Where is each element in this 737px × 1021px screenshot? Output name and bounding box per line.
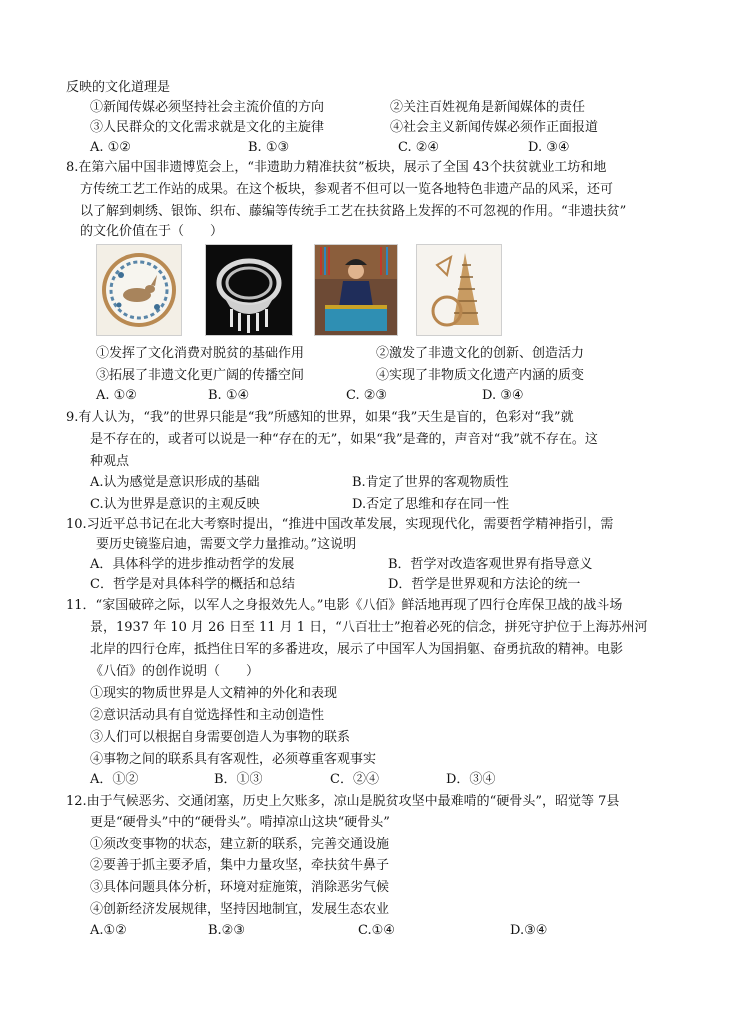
q8-stem-line-4: 的文化价值在于（ ） [80, 224, 224, 239]
q11-choice-a: A．①② [90, 772, 139, 787]
q10-stem-line-2: 要历史镜鉴启迪，需要文学力量推动。”这说明 [96, 537, 357, 552]
q9-choice-c: C.认为世界是意识的主观反映 [90, 497, 260, 512]
q11-option-3: ③人们可以根据自身需要创造人为事物的联系 [90, 730, 351, 745]
q9-choice-d: D.否定了思维和存在同一性 [352, 497, 510, 512]
q11-option-4: ④事物之间的联系具有客观性，必须尊重客观事实 [90, 752, 377, 767]
q7-option-1: ①新闻传媒必须坚持社会主流价值的方向 [90, 100, 325, 115]
q11-choice-b: B．①③ [214, 772, 263, 787]
q7-stem-tail: 反映的文化道理是 [66, 80, 171, 95]
q7-option-3: ③人民群众的文化需求就是文化的主旋律 [90, 120, 325, 135]
q8-choice-d: D. ③④ [482, 388, 524, 403]
q10-choice-c: C．哲学是对具体科学的概括和总结 [90, 577, 295, 592]
q8-choice-a: A. ①② [96, 388, 137, 403]
q10-stem-line-1: 10.习近平总书记在北大考察时提出，“推进中国改革发展，实现现代化，需要哲学精神指引，需 [66, 517, 614, 532]
q8-option-4: ④实现了非物质文化遗产内涵的质变 [376, 368, 585, 383]
q11-stem-line-1: 11．“家国破碎之际，以军人之身报效先人。”电影《八佰》鲜活地再现了四行仓库保卫战的战斗场 [66, 598, 623, 613]
q7-choice-a: A. ①② [90, 140, 131, 155]
q11-option-1: ①现实的物质世界是人文精神的外化和表现 [90, 686, 338, 701]
q12-choice-c: C.①④ [358, 923, 395, 938]
q12-stem-line-1: 12.由于气候恶劣、交通闭塞，历史上欠账多，凉山是脱贫攻坚中最难啃的“硬骨头”，昭觉等 7县 [66, 794, 620, 809]
q7-choice-c: C. ②④ [398, 140, 440, 155]
silver-necklace-image [205, 244, 293, 336]
q12-option-4: ④创新经济发展规律，坚持因地制宜，发展生态农业 [90, 902, 390, 917]
q8-stem-line-3: 以了解到刺绣、银饰、织布、藤编等传统手工艺在扶贫路上发挥的不可忽视的作用。“非遗扶贫” [80, 204, 627, 219]
q12-choice-a: A.①② [90, 923, 127, 938]
q8-option-2: ②激发了非遗文化的创新、创造活力 [376, 346, 585, 361]
q11-choice-c: C．②④ [330, 772, 379, 787]
q11-option-2: ②意识活动具有自觉选择性和主动创造性 [90, 708, 325, 723]
q9-stem-line-3: 种观点 [90, 454, 130, 469]
q8-choice-c: C. ②③ [346, 388, 388, 403]
q9-stem-line-2: 是不存在的，或者可以说是一种“存在的无”，如果“我”是聋的，声音对“我”就不存在。这 [90, 432, 598, 447]
q8-option-3: ③拓展了非遗文化更广阔的传播空间 [96, 368, 305, 383]
q8-option-1: ①发挥了文化消费对脱贫的基础作用 [96, 346, 305, 361]
q10-choice-d: D．哲学是世界观和方法论的统一 [388, 577, 581, 592]
q10-choice-b: B．哲学对改造客观世界有指导意义 [388, 557, 593, 572]
q11-stem-line-3: 北岸的四行仓库，抵挡住日军的多番进攻，展示了中国军人为国捐躯、奋勇抗敌的精神。电影 [90, 642, 624, 657]
q7-option-2: ②关注百姓视角是新闻媒体的责任 [390, 100, 586, 115]
q10-choice-a: A．具体科学的进步推动哲学的发展 [90, 557, 295, 572]
q11-stem-line-4: 《八佰》的创作说明（ ） [90, 664, 260, 679]
q9-choice-a: A.认为感觉是意识形成的基础 [90, 475, 260, 490]
rattan-weaving-image [416, 244, 502, 336]
q12-choice-d: D.③④ [510, 923, 548, 938]
q9-stem-line-1: 9.有人认为，“我”的世界只能是“我”所感知的世界，如果“我”天生是盲的，色彩对“我”就 [66, 410, 574, 425]
q9-choice-b: B.肯定了世界的客观物质性 [352, 475, 509, 490]
q7-choice-d: D. ③④ [528, 140, 570, 155]
q12-option-2: ②要善于抓主要矛盾，集中力量攻坚，牵扶贫牛鼻子 [90, 858, 390, 873]
q12-stem-line-2: 更是“硬骨头”中的“硬骨头”。啃掉凉山这块“硬骨头” [90, 815, 390, 830]
embroidery-rabbit-image [96, 244, 182, 336]
q8-stem-line-2: 方传统工艺工作站的成果。在这个板块，参观者不但可以一览各地特色非遗产品的风采，还可 [80, 182, 614, 197]
q12-option-1: ①须改变事物的状态，建立新的联系，完善交通设施 [90, 837, 390, 852]
weaving-woman-image [314, 244, 398, 336]
q12-choice-b: B.②③ [208, 923, 245, 938]
q11-choice-d: D．③④ [446, 772, 496, 787]
q7-option-4: ④社会主义新闻传媒必须作正面报道 [390, 120, 599, 135]
q8-choice-b: B. ①④ [208, 388, 250, 403]
q11-stem-line-2: 景，1937 年 10 月 26 日至 11 月 1 日，“八百壮士”抱着必死的信念，拼死守护位于上海苏州河 [90, 620, 648, 635]
q7-choice-b: B. ①③ [248, 140, 290, 155]
q12-option-3: ③具体问题具体分析，环境对症施策，消除恶劣气候 [90, 880, 390, 895]
q8-stem-line-1: 8.在第六届中国非遗博览会上，“非遗助力精准扶贫”板块，展示了全国 43个扶贫就业工坊和地 [66, 160, 607, 175]
